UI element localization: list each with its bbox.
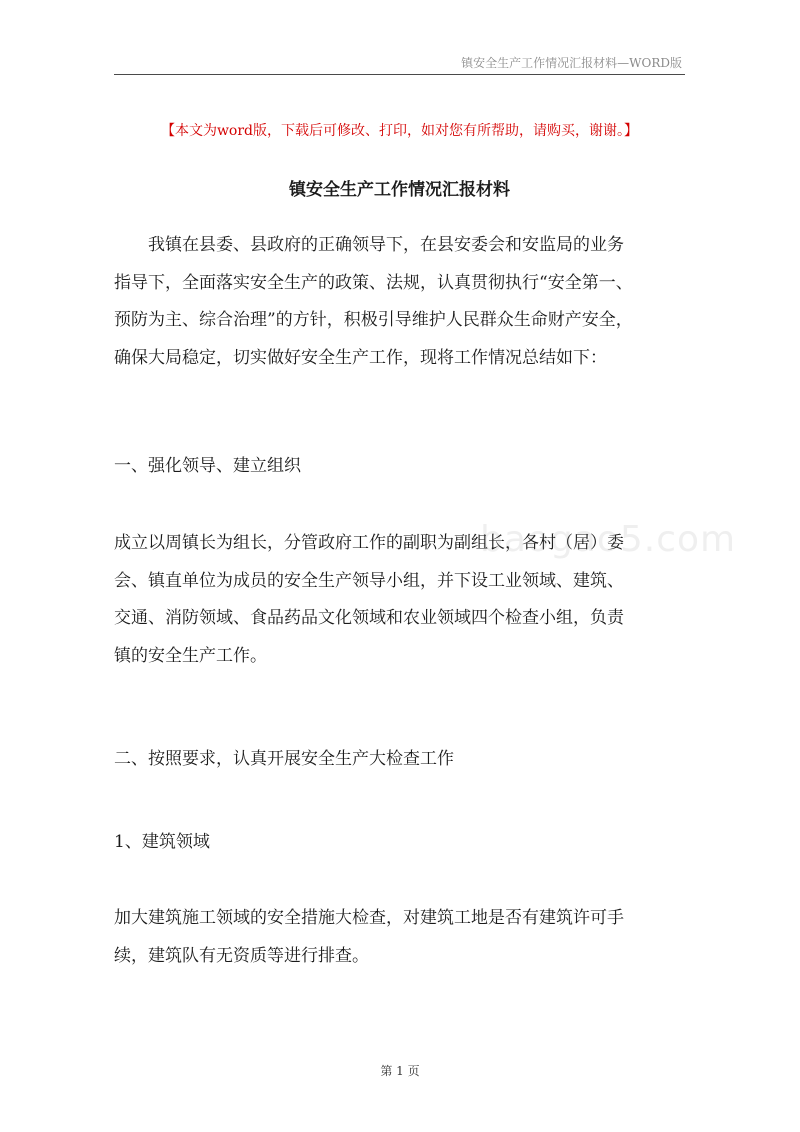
subsection1-heading: 1、建筑领域 (114, 832, 210, 852)
document-title: 镇安全生产工作情况汇报材料 (289, 180, 510, 200)
section1-heading: 一、强化领导、建立组织 (114, 456, 301, 476)
intro-line: 指导下，全面落实安全生产的政策、法规，认真贯彻执行“安全第一、 (114, 272, 633, 293)
intro-paragraph (114, 227, 690, 377)
header-divider (114, 74, 685, 75)
section2-heading: 二、按照要求，认真开展安全生产大检查工作 (114, 749, 454, 769)
page-number: 第 1 页 (380, 1064, 420, 1078)
intro-line: 确保大局稳定，切实做好安全生产工作，现将工作情况总结如下： (114, 347, 607, 368)
page-header: 镇安全生产工作情况汇报材料—WORD版 (461, 56, 682, 70)
section1-line: 会、镇直单位为成员的安全生产领导小组，并下设工业领域、建筑、 (114, 570, 624, 591)
intro-line: 我镇在县委、县政府的正确领导下，在县安委会和安监局的业务 (148, 235, 624, 255)
intro-line: 预防为主、综合治理”的方针，积极引导维护人民群众生命财产安全， (114, 310, 633, 331)
subsection1-line: 加大建筑施工领域的安全措施大检查，对建筑工地是否有建筑许可手 (114, 908, 624, 928)
section1-line: 交通、消防领域、食品药品文化领域和农业领域四个检查小组，负责 (114, 608, 624, 629)
purchase-notice: 【本文为word版，下载后可修改、打印，如对您有所帮助，请购买，谢谢。】 (160, 123, 639, 139)
section1-line: 成立以周镇长为组长，分管政府工作的副职为副组长，各村（居）委 (114, 533, 624, 553)
watermark: baogao5.com (480, 519, 737, 560)
subsection1-paragraph (114, 900, 690, 975)
subsection1-line: 续，建筑队有无资质等进行排查。 (114, 945, 369, 966)
section1-line: 镇的安全生产工作。 (114, 645, 267, 666)
